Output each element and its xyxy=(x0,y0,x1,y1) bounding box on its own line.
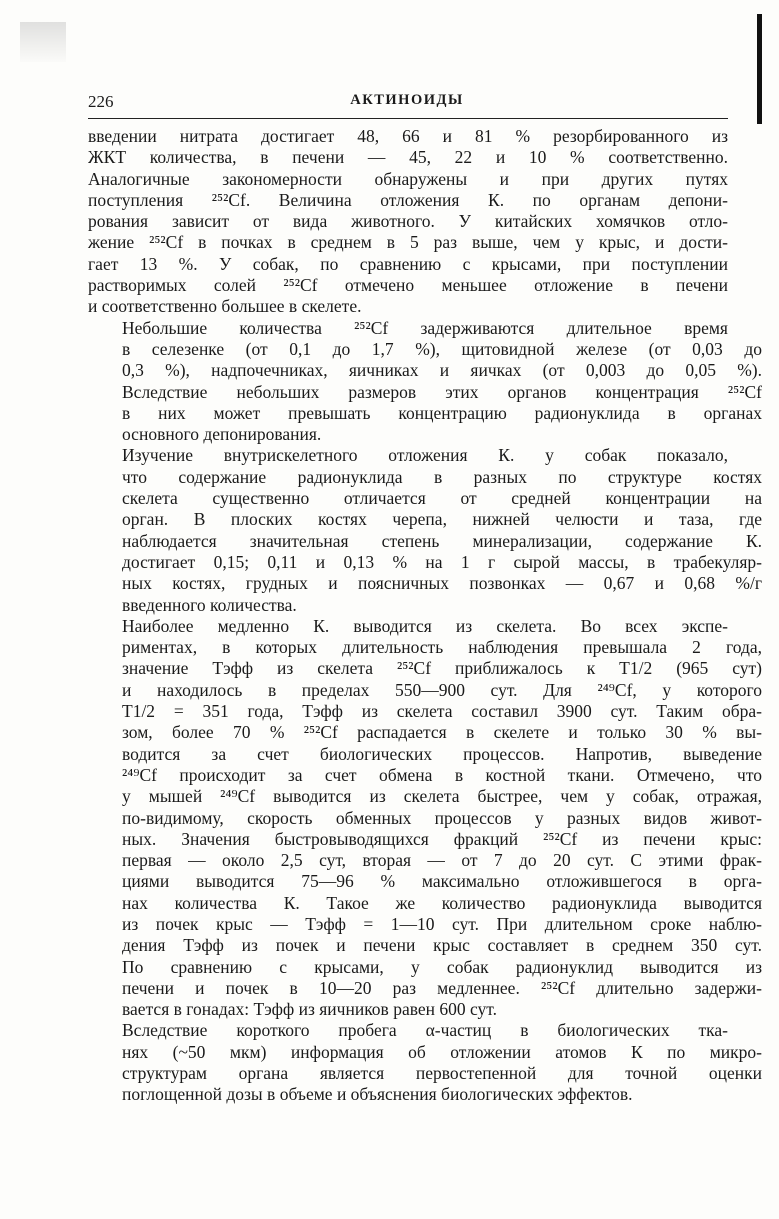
paragraph-5 xyxy=(88,1020,762,1105)
text-line: По сравнению с крысами, у собак радионуклид выводится из xyxy=(122,956,762,977)
text-line: ных. Значения быстровыводящихся фракций ²⁵²Cf из печени крыс: xyxy=(122,828,762,849)
text-line: рования зависит от вида животного. У китайских хомячков отло- xyxy=(88,211,728,232)
body-text xyxy=(88,126,762,1106)
text-line: ных костях, грудных и поясничных позвонках — 0,67 и 0,68 %/г xyxy=(122,573,762,594)
text-line: введенного количества. xyxy=(122,594,297,615)
paragraph-3 xyxy=(88,445,762,615)
text-line: циями выводится 75—96 % максимально отложившегося в орга- xyxy=(122,871,762,892)
text-line: и соответственно большее в скелете. xyxy=(88,296,362,317)
paragraph-4 xyxy=(88,615,762,1021)
text-line: поступления ²⁵²Cf. Величина отложения К. по органам депони- xyxy=(88,189,728,210)
section-title: АКТИНОИДЫ xyxy=(350,92,464,108)
text-line: орган. В плоских костях черепа, нижней челюсти и таза, где xyxy=(122,509,762,530)
text-line: и находилось в пределах 550—900 сут. Для ²⁴⁹Cf, у которого xyxy=(122,679,762,700)
text-line: Аналогичные закономерности обнаружены и при других путях xyxy=(88,168,728,189)
text-line: дения Tэфф из почек и печени крыс составляет в среднем 350 сут. xyxy=(122,935,762,956)
text-line: гает 13 %. У собак, по сравнению с крысами, при поступлении xyxy=(88,253,728,274)
text-line: Наиболее медленно К. выводится из скелета. Во всех экспе- xyxy=(122,615,728,636)
scan-edge-bar xyxy=(757,14,762,124)
paragraph-1 xyxy=(88,126,728,318)
text-line: по-видимому, скорость обменных процессов у разных видов живот- xyxy=(122,807,762,828)
paragraph-2 xyxy=(88,317,762,446)
text-line: T1/2 = 351 года, Tэфф из скелета составил 3900 сут. Таким обра- xyxy=(122,701,762,722)
page-number: 226 xyxy=(88,92,114,111)
text-line: растворимых солей ²⁵²Cf отмечено меньшее отложение в печени xyxy=(88,275,728,296)
text-line: Вследствие короткого пробега α-частиц в биологических тка- xyxy=(122,1020,728,1041)
text-line: у мышей ²⁴⁹Cf выводится из скелета быстрее, чем у собак, отражая, xyxy=(122,786,762,807)
text-line: нях (~50 мкм) информация об отложении атомов К по микро- xyxy=(122,1041,762,1062)
text-line: ²⁴⁹Cf происходит за счет обмена в костной ткани. Отмечено, что xyxy=(122,764,762,785)
text-line: ЖКТ количества, в печени — 45, 22 и 10 % соответственно. xyxy=(88,147,728,168)
running-head xyxy=(88,92,726,116)
text-line: риментах, в которых длительность наблюдения превышала 2 года, xyxy=(122,637,762,658)
text-line: что содержание радионуклида в разных по структуре костях xyxy=(122,466,762,487)
text-line: вается в гонадах: Tэфф из яичников равен 600 сут. xyxy=(122,999,497,1020)
text-line: основного депонирования. xyxy=(122,424,322,445)
text-line: печени и почек в 10—20 раз медленнее. ²⁵²Cf длительно задержи- xyxy=(122,977,762,998)
text-line: в селезенке (от 0,1 до 1,7 %), щитовидной железе (от 0,03 до xyxy=(122,338,762,359)
text-line: зом, более 70 % ²⁵²Cf распадается в скелете и только 30 % вы- xyxy=(122,722,762,743)
text-line: жение ²⁵²Cf в почках в среднем в 5 раз выше, чем у крыс, и дости- xyxy=(88,232,728,253)
text-line: наблюдается значительная степень минерализации, содержание К. xyxy=(122,530,762,551)
text-line: значение Tэфф из скелета ²⁵²Cf приближалось к T1/2 (965 сут) xyxy=(122,658,762,679)
header-rule xyxy=(88,118,728,119)
text-line: нах количества К. Такое же количество радионуклида выводится xyxy=(122,892,762,913)
scan-edge-smudge xyxy=(20,22,66,62)
text-line: Изучение внутрискелетного отложения К. у собак показало, xyxy=(122,445,728,466)
text-line: введении нитрата достигает 48, 66 и 81 % резорбированного из xyxy=(88,126,728,146)
text-line: 0,3 %), надпочечниках, яичниках и яичках (от 0,003 до 0,05 %). xyxy=(122,360,762,381)
text-line: скелета существенно отличается от средней концентрации на xyxy=(122,488,762,509)
text-line: Небольшие количества ²⁵²Cf задерживаются длительное время xyxy=(122,317,728,338)
text-line: первая — около 2,5 сут, вторая — от 7 до 20 сут. С этими фрак- xyxy=(122,850,762,871)
text-line: водится за счет биологических процессов. Напротив, выведение xyxy=(122,743,762,764)
text-line: поглощенной дозы в объеме и объяснения биологических эффектов. xyxy=(122,1084,633,1105)
text-line: в них может превышать концентрацию радионуклида в органах xyxy=(122,402,762,423)
text-line: из почек крыс — Tэфф = 1—10 сут. При длительном сроке наблю- xyxy=(122,913,762,934)
text-line: достигает 0,15; 0,11 и 0,13 % на 1 г сырой массы, в трабекуляр- xyxy=(122,551,762,572)
text-line: структурам органа является первостепенной для точной оценки xyxy=(122,1063,762,1084)
text-line: Вследствие небольших размеров этих органов концентрация ²⁵²Cf xyxy=(122,381,762,402)
